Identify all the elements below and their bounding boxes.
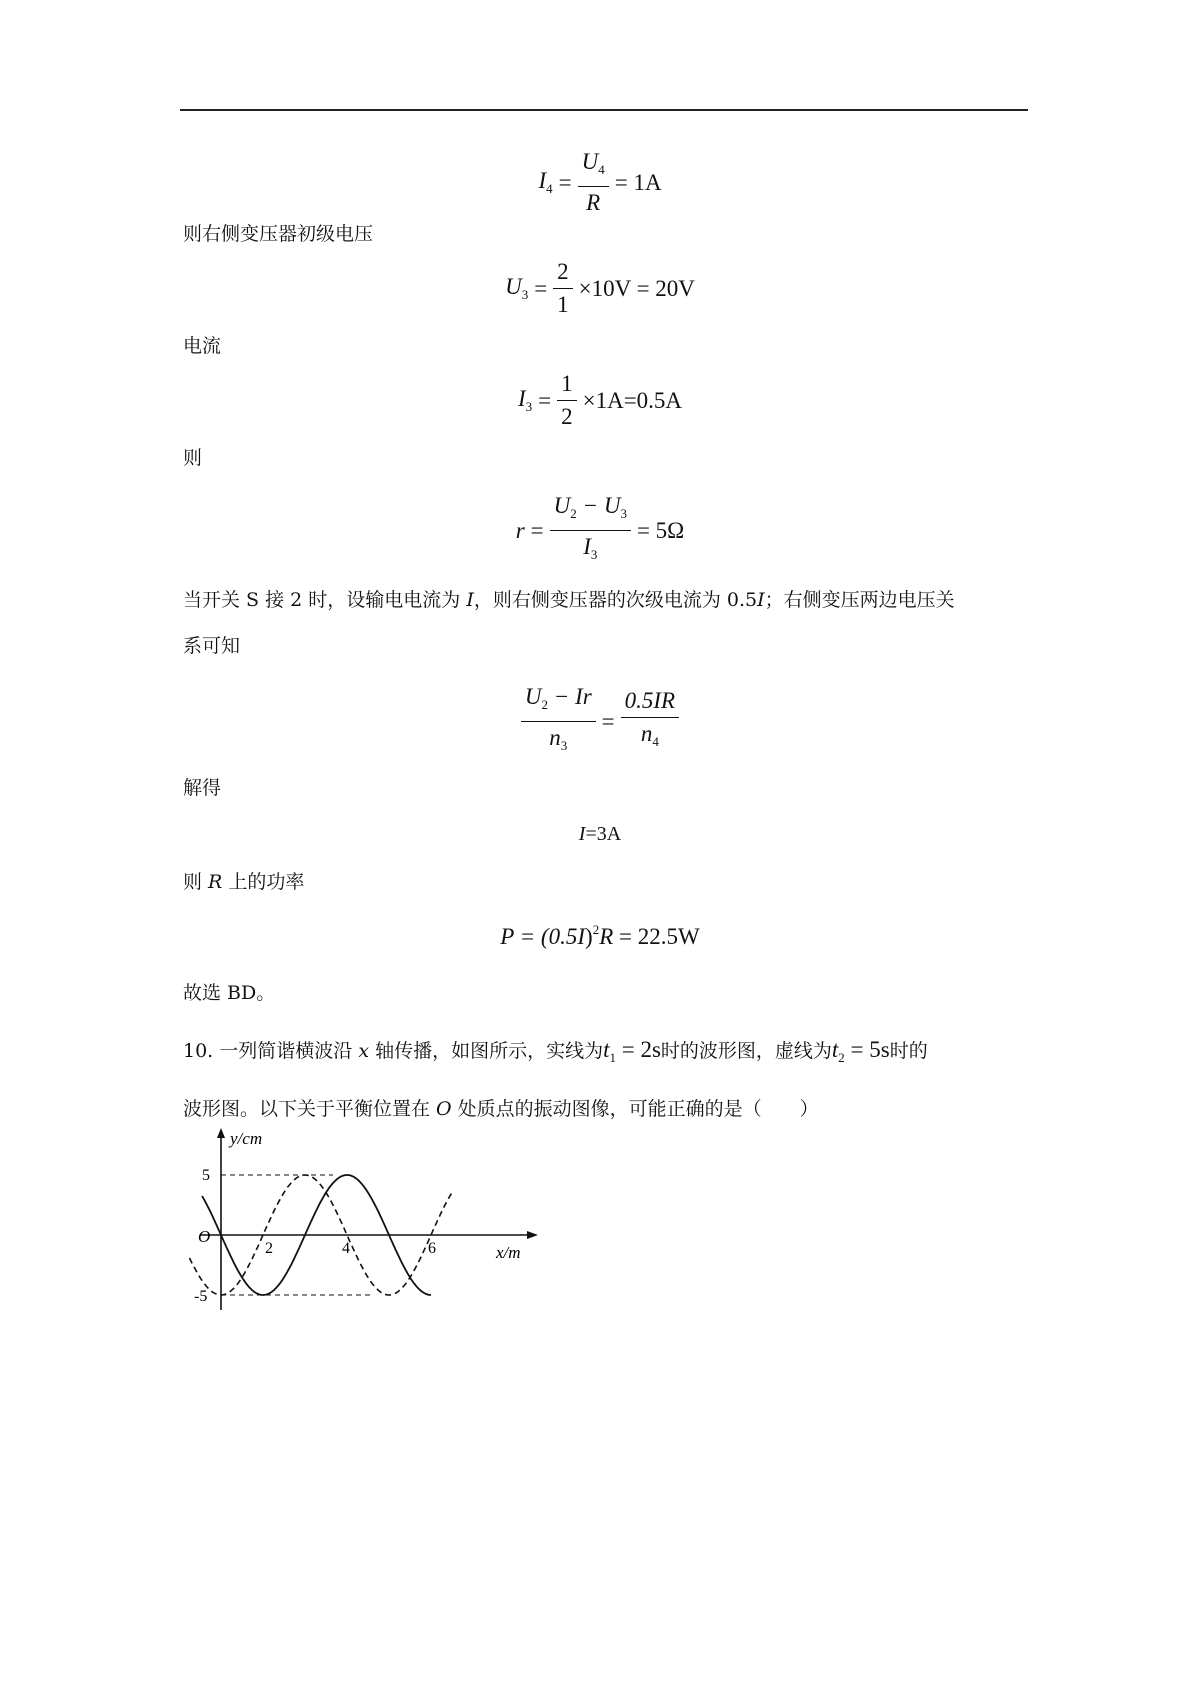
y-axis-arrow	[217, 1128, 225, 1138]
x-axis-arrow	[527, 1231, 538, 1239]
x-tick-4: 4	[342, 1240, 350, 1257]
eq1-fraction: $\frac{U_4}{R}$	[578, 148, 609, 217]
text-line-6: 解得	[183, 777, 222, 799]
equation-i-result: I=3A	[578, 823, 622, 845]
text-line-3: 则	[183, 447, 203, 469]
text-line-1: 则右侧变压器初级电压	[183, 223, 374, 245]
equation-i4: $I_4$ = $\frac{U_4}{R}$ = 1A	[538, 149, 662, 215]
origin-label: O	[198, 1227, 211, 1246]
equation-i3: $I_3$ = $\frac{1}{2}$ ×1A=0.5A	[517, 371, 683, 429]
text-line-4: 当开关 S 接 2 时，设输电电流为 I，则右侧变压器的次级电流为 0.5I；右侧变压两边电压关	[183, 589, 955, 611]
equation-u3: $U_3$ = $\frac{2}{1}$ ×10V = 20V	[505, 259, 695, 317]
question-10-line-1: 10. 一列简谐横波沿 x 轴传播，如图所示，实线为$t_1 = 2s$时的波形图，虚线为$t_2 = 5s$时的	[183, 1037, 928, 1065]
text-line-8: 故选 BD。	[183, 982, 276, 1004]
equation-power: $P = (0.5I)^2R = 22.5W$	[500, 922, 700, 949]
equation-ratio: $\frac{U_2 - Ir}{n_3}$ = $\frac{0.5IR}{n_4}$	[0, 683, 1200, 760]
wave-figure	[180, 1120, 540, 1320]
equation-r: r = $\frac{U_2 - U_3}{I_3}$ = 5Ω	[515, 493, 685, 562]
text-line-2: 电流	[183, 335, 222, 357]
text-line-5: 系可知	[183, 635, 241, 657]
y-tick-5: 5	[202, 1167, 210, 1184]
y-tick-minus5: -5	[194, 1288, 208, 1305]
header-rule	[180, 109, 1028, 111]
text-line-7: 则 R 上的功率	[183, 871, 305, 893]
x-axis-label: x/m	[496, 1243, 521, 1262]
x-tick-6: 6	[428, 1240, 436, 1257]
x-tick-2: 2	[265, 1240, 273, 1257]
question-10-line-2: 波形图。以下关于平衡位置在 O 处质点的振动图像，可能正确的是（ ）	[183, 1098, 819, 1120]
y-axis-label: y/cm	[230, 1129, 263, 1148]
eq1-lhs: $I_4$	[538, 168, 553, 196]
